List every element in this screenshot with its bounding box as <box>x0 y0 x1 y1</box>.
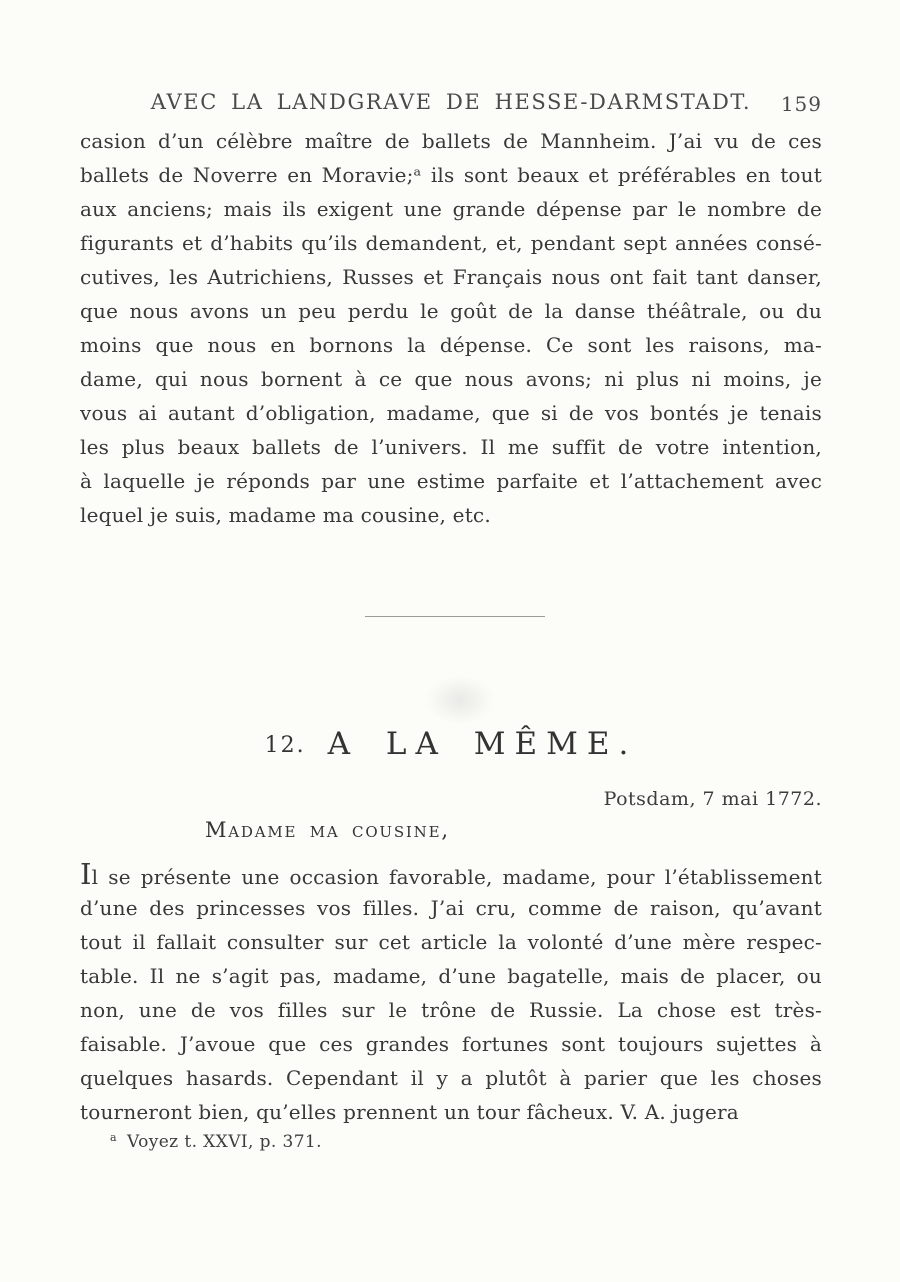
page-number: 159 <box>780 92 822 116</box>
text-line: aux anciens; mais ils exigent une grande dépense par le nombre de <box>80 197 822 221</box>
section-number: 12. <box>264 733 306 758</box>
running-header <box>80 90 822 114</box>
letter-2-body <box>80 857 822 1129</box>
text-line: quelques hasards. Cependant il y a plutôt à parier que les choses <box>80 1066 822 1090</box>
text-line: moins que nous en bornons la dépense. Ce sont les raisons, ma- <box>80 333 822 357</box>
text-line: table. Il ne s’agit pas, madame, d’une bagatelle, mais de placer, ou <box>80 964 822 988</box>
text-line: à laquelle je réponds par une estime parfaite et l’attachement avec <box>80 469 822 493</box>
text-line: casion d’un célèbre maître de ballets de Mannheim. J’ai vu de ces <box>80 129 822 153</box>
text-line: les plus beaux ballets de l’univers. Il me suffit de votre intention, <box>80 435 822 459</box>
text-line: lequel je suis, madame ma cousine, etc. <box>80 503 491 527</box>
footnote <box>110 1131 322 1152</box>
text-line: d’une des princesses vos filles. J’ai cru, comme de raison, qu’avant <box>80 896 822 920</box>
scan-smudge <box>425 675 495 725</box>
salutation: Madame ma cousine, <box>205 818 450 842</box>
footnote-marker: a <box>110 1131 117 1144</box>
section-title: A LA MÊME. <box>327 726 638 762</box>
text-line: dame, qui nous bornent à ce que nous avons; ni plus ni moins, je <box>80 367 822 391</box>
text-line: Il se présente une occasion favorable, madame, pour l’établissement <box>80 857 822 891</box>
letter-1-body <box>80 124 822 532</box>
dateline: Potsdam, 7 mai 1772. <box>603 788 822 810</box>
text-line: faisable. J’avoue que ces grandes fortunes sont toujours sujettes à <box>80 1032 822 1056</box>
text-line: tout il fallait consulter sur cet article la volonté d’une mère respec- <box>80 930 822 954</box>
text-line: vous ai autant d’obligation, madame, que si de vos bontés je tenais <box>80 401 822 425</box>
section-divider-rule <box>365 616 545 617</box>
text-line: ballets de Noverre en Moravie;ᵃ ils sont beaux et préférables en tout <box>80 163 822 187</box>
text-line: non, une de vos filles sur le trône de Russie. La chose est très- <box>80 998 822 1022</box>
text-line: que nous avons un peu perdu le goût de la danse théâtrale, ou du <box>80 299 822 323</box>
text-line: figurants et d’habits qu’ils demandent, et, pendant sept années consé- <box>80 231 822 255</box>
section-heading <box>80 726 822 762</box>
footnote-text: Voyez t. XXVI, p. 371. <box>126 1132 322 1152</box>
text-line: tourneront bien, qu’elles prennent un tour fâcheux. V. A. jugera <box>80 1100 739 1124</box>
running-header-title: AVEC LA LANDGRAVE DE HESSE-DARMSTADT. <box>150 90 752 114</box>
text-line: cutives, les Autrichiens, Russes et Français nous ont fait tant danser, <box>80 265 822 289</box>
